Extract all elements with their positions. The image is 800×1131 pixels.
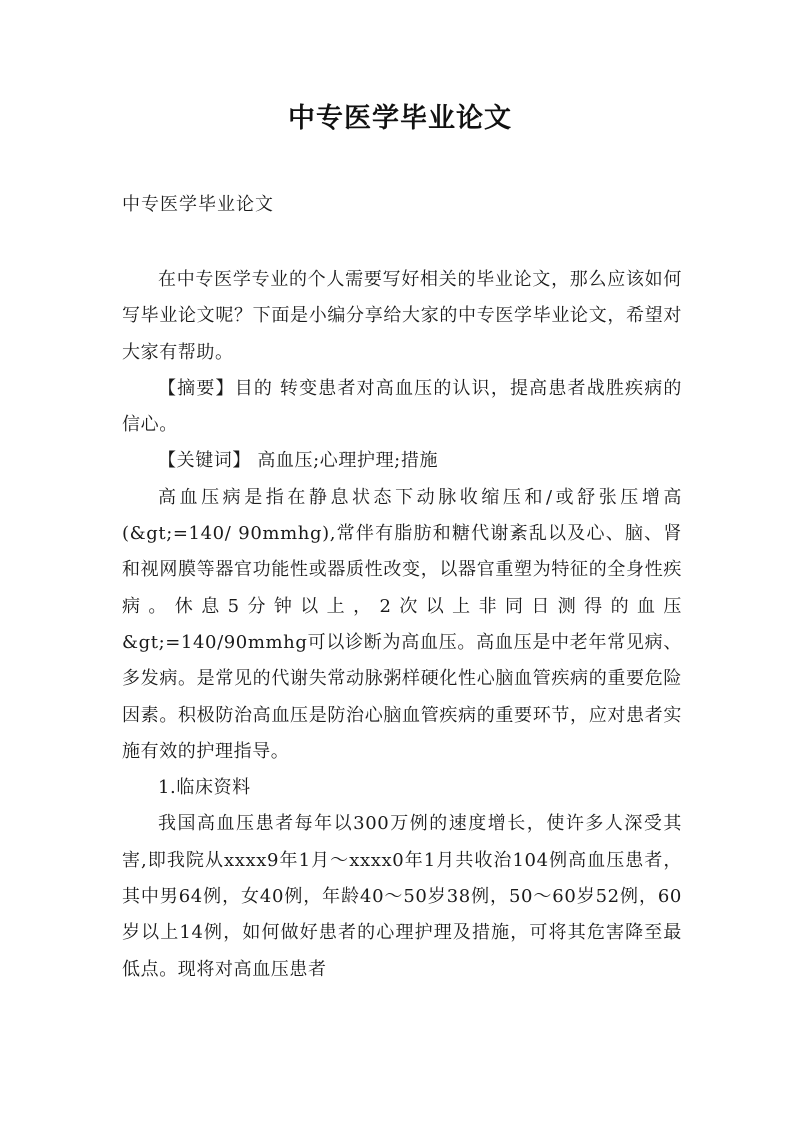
document-subtitle: 中专医学毕业论文: [122, 194, 274, 215]
keywords-paragraph: 【关键词】 高血压;心理护理;措施: [158, 450, 439, 472]
document-body: [122, 262, 682, 988]
body-paragraph: 高血压病是指在静息状态下动脉收缩压和/或舒张压增高(&gt;=140/ 90mmhg),常伴有脂肪和糖代谢紊乱以及心、脑、肾和视网膜等器官功能性或器质性改变，以器官重塑为特征的全身性疾病。休息5分钟以上，2次以上非同日测得的血压&gt;=140/90mmhg可以诊断为高血压。高血压是中老年常见病、多发病。是常见的代谢失常动脉粥样硬化性心脑血管疾病的重要危险因素。积极防治高血压是防治心脑血管疾病的重要环节，应对患者实施有效的护理指导。: [122, 486, 682, 762]
page-title: 中专医学毕业论文: [288, 103, 512, 134]
body-paragraph: 我国高血压患者每年以300万例的速度增长，使许多人深受其害,即我院从xxxx9年1月～xxxx0年1月共收治104例高血压患者，其中男64例，女40例，年龄40～50岁38例，50～60岁52例，60岁以上14例，如何做好患者的心理护理及措施，可将其危害降至最低点。现将对高血压患者: [122, 813, 682, 980]
section-heading: 1.临床资料: [158, 777, 251, 799]
intro-paragraph: 在中专医学专业的个人需要写好相关的毕业论文，那么应该如何写毕业论文呢？下面是小编分享给大家的中专医学毕业论文，希望对大家有帮助。: [122, 269, 682, 363]
abstract-paragraph: 【摘要】目的 转变患者对高血压的认识，提高患者战胜疾病的信心。: [122, 377, 682, 436]
